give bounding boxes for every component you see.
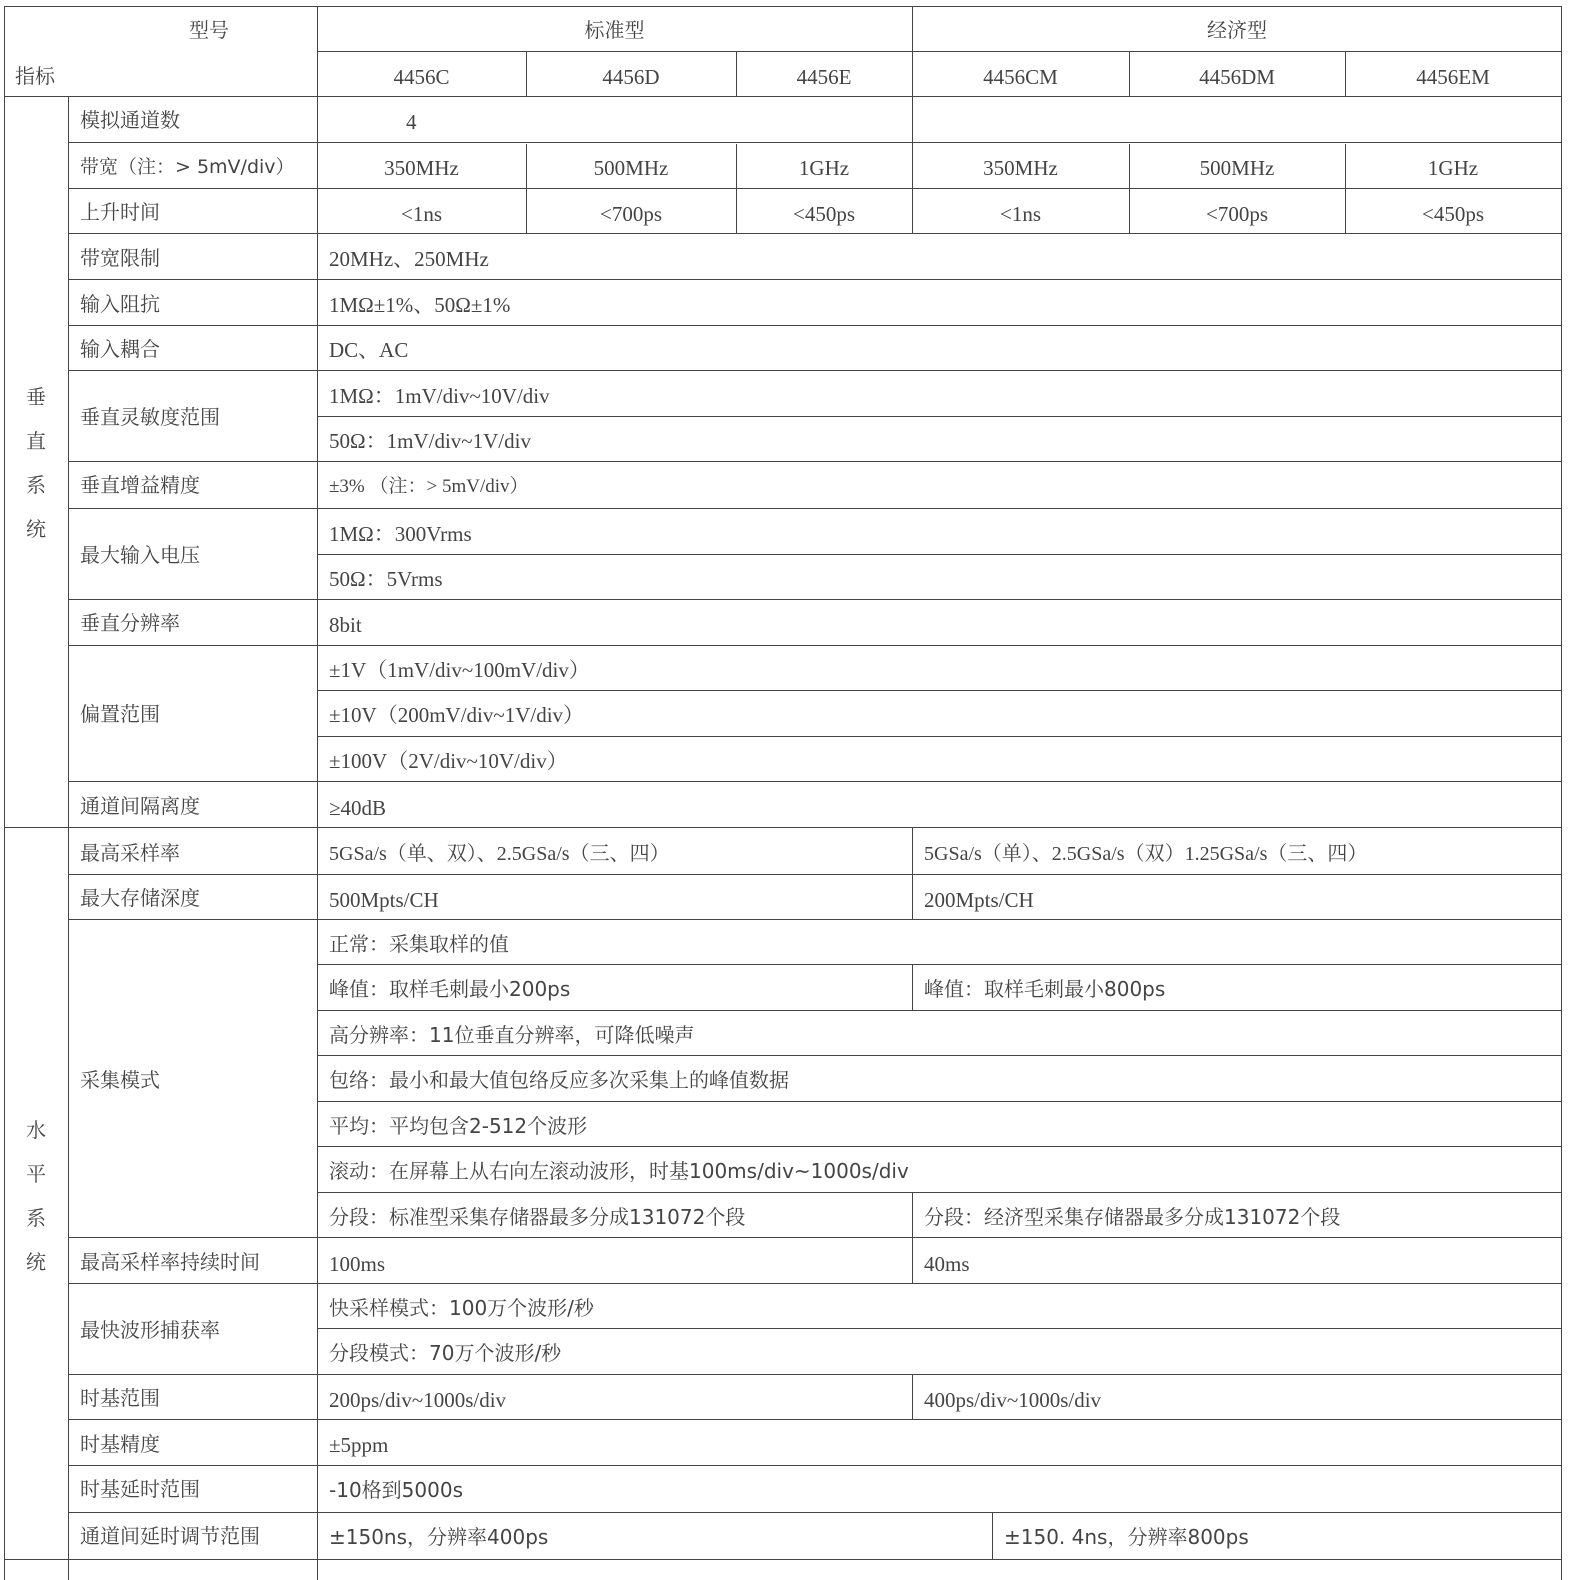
header-model-4456c: 4456C [393,65,450,89]
grid-line [317,1328,1562,1329]
label-analog-channels: 模拟通道数 [80,108,180,132]
value-rise-time-4456d: <700ps [599,202,662,226]
label-bandwidth-limit: 带宽限制 [80,246,160,270]
label-timebase-delay: 时基延时范围 [80,1477,200,1501]
grid-line [317,964,1562,965]
value-bandwidth-4456e: 1GHz [798,156,850,180]
label-offset-range: 偏置范围 [80,702,160,726]
value-acq-envelope: 包络：最小和最大值包络反应多次采集上的峰值数据 [329,1068,789,1092]
header-standard: 标准型 [584,18,645,42]
grid-line [317,736,1562,737]
grid-line [68,1512,1562,1513]
value-acq-peak-standard: 峰值：取样毛刺最小200ps [329,977,571,1001]
value-waveform-capture-segment: 分段模式：70万个波形/秒 [329,1341,562,1365]
header-model-4456cm: 4456CM [983,65,1058,89]
value-timebase-range-economy: 400ps/div~1000s/div [924,1388,1102,1412]
grid-line [912,1374,913,1420]
header-economy: 经济型 [1207,18,1267,42]
label-timebase-range: 时基范围 [80,1386,160,1410]
value-channel-delay-adjust-economy: ±150. 4ns，分辨率800ps [1004,1525,1249,1549]
value-offset-range-3: ±100V（2V/div~10V/div） [329,749,568,773]
label-acquisition-mode: 采集模式 [80,1068,160,1092]
value-timebase-range-standard: 200ps/div~1000s/div [329,1388,507,1412]
grid-line [317,1146,1562,1147]
value-vertical-resolution: 8bit [329,613,362,637]
grid-line [68,279,1562,280]
value-timebase-delay: -10格到5000s [329,1478,463,1502]
table-border-top [4,6,1562,7]
value-offset-range-2: ±10V（200mV/div~1V/div） [329,703,585,727]
grid-line [317,1055,1562,1056]
label-channel-isolation: 通道间隔离度 [80,794,200,818]
label-max-input-voltage: 最大输入电压 [80,543,200,567]
header-model-4456d: 4456D [602,65,660,89]
grid-line [68,781,1562,782]
grid-line [317,690,1562,691]
value-bandwidth-4456dm: 500MHz [1199,156,1275,180]
grid-line [68,1419,1562,1420]
grid-line [68,370,1562,371]
grid-line [992,1512,993,1560]
group-vertical-char: 系 [26,473,46,497]
grid-line [4,1559,1562,1560]
header-model-4456e: 4456E [796,65,852,89]
value-bandwidth-4456cm: 350MHz [983,156,1058,180]
value-channel-delay-adjust-standard: ±150ns，分辨率400ps [329,1525,549,1549]
grid-line [317,554,1562,555]
grid-line [4,827,1562,828]
grid-line [4,96,1562,97]
header-model-4456dm: 4456DM [1199,65,1275,89]
grid-line [68,233,1562,234]
value-analog-channels: 4 [406,110,417,134]
value-max-sample-rate-economy: 5GSa/s（单）、2.5GSa/s（双）1.25GSa/s（三、四） [924,843,1368,865]
label-bandwidth: 带宽（注：> 5mV/div） [80,156,295,178]
label-channel-delay-adjust: 通道间延时调节范围 [80,1524,260,1548]
group-horizontal-char: 系 [26,1206,46,1230]
value-max-input-voltage-1m: 1MΩ：300Vrms [329,522,472,546]
grid-line [317,51,1562,52]
group-horizontal-char: 平 [26,1162,46,1186]
value-rise-time-4456e: <450ps [792,202,855,226]
grid-line [317,1010,1562,1011]
header-model-label: 型号 [189,18,229,42]
grid-line [912,964,913,1010]
header-spec-label: 指标 [15,64,55,88]
value-bandwidth-4456d: 500MHz [593,156,669,180]
group-horizontal-char: 水 [26,1118,46,1142]
value-acq-segment-standard: 分段：标准型采集存储器最多分成131072个段 [329,1205,746,1229]
label-max-sample-rate: 最高采样率 [80,841,180,865]
value-bandwidth-4456c: 350MHz [384,156,459,180]
value-max-rate-duration-economy: 40ms [924,1252,970,1276]
value-acq-peak-economy: 峰值：取样毛刺最小800ps [924,977,1166,1001]
label-input-coupling: 输入耦合 [80,337,160,361]
value-rise-time-4456em: <450ps [1421,202,1484,226]
value-max-input-voltage-50: 50Ω：5Vrms [329,567,443,591]
value-acq-normal: 正常：采集取样的值 [329,932,509,956]
grid-line [317,416,1562,417]
grid-line [68,325,1562,326]
value-rise-time-4456c: <1ns [400,202,442,226]
grid-line [68,645,1562,646]
value-offset-range-1: ±1V（1mV/div~100mV/div） [329,658,590,682]
value-timebase-accuracy: ±5ppm [329,1433,389,1457]
value-input-coupling: DC、AC [329,338,409,362]
value-acq-high-res: 高分辨率：11位垂直分辨率，可降低噪声 [329,1023,695,1047]
value-max-rate-duration-standard: 100ms [329,1252,386,1276]
spec-table [4,6,1562,1580]
value-vertical-sensitivity-1m: 1MΩ：1mV/div~10V/div [329,384,550,408]
value-waveform-capture-fast: 快采样模式：100万个波形/秒 [329,1296,594,1320]
grid-line [68,142,1562,143]
group-vertical-char: 统 [26,517,46,541]
value-max-memory-depth-standard: 500Mpts/CH [329,888,439,912]
grid-line [68,461,1562,462]
grid-line [68,1374,1562,1375]
value-acq-average: 平均：平均包含2-512个波形 [329,1114,588,1138]
group-vertical-system [4,375,68,551]
table-border-right [1561,6,1562,1580]
value-bandwidth-limit: 20MHz、250MHz [329,247,489,271]
group-horizontal-system [4,1108,68,1284]
header-model-4456em: 4456EM [1416,65,1490,89]
value-vertical-gain-accuracy: ±3% （注：> 5mV/div） [329,476,529,497]
group-vertical-char: 垂 [26,385,46,409]
label-vertical-gain-accuracy: 垂直增益精度 [80,473,200,497]
grid-line [68,919,1562,920]
grid-line [912,1192,913,1284]
group-horizontal-char: 统 [26,1250,46,1274]
value-vertical-sensitivity-50: 50Ω：1mV/div~1V/div [329,429,531,453]
value-max-memory-depth-economy: 200Mpts/CH [924,888,1034,912]
grid-line [68,1283,1562,1284]
value-acq-roll: 滚动：在屏幕上从右向左滚动波形，时基100ms/div~1000s/div [329,1159,909,1183]
grid-line [317,1101,1562,1102]
value-max-sample-rate-standard: 5GSa/s（单、双）、2.5GSa/s（三、四） [329,843,670,865]
value-bandwidth-4456em: 1GHz [1427,156,1479,180]
label-max-memory-depth: 最大存储深度 [80,886,200,910]
value-channel-isolation: ≥40dB [329,796,387,820]
group-vertical-char: 直 [26,429,46,453]
grid-line [317,1192,1562,1193]
value-input-impedance: 1MΩ±1%、50Ω±1% [329,293,511,317]
label-max-rate-duration: 最高采样率持续时间 [80,1250,260,1274]
label-timebase-accuracy: 时基精度 [80,1432,160,1456]
label-waveform-capture-rate: 最快波形捕获率 [80,1318,220,1342]
value-acq-segment-economy: 分段：经济型采集存储器最多分成131072个段 [924,1205,1341,1229]
label-vertical-resolution: 垂直分辨率 [80,611,180,635]
value-rise-time-4456dm: <700ps [1205,202,1268,226]
grid-line [68,508,1562,509]
grid-line [317,6,318,1580]
value-rise-time-4456cm: <1ns [999,202,1041,226]
label-vertical-sensitivity: 垂直灵敏度范围 [80,405,220,429]
grid-line [912,827,913,920]
label-input-impedance: 输入阻抗 [80,292,160,316]
label-rise-time: 上升时间 [80,200,160,224]
grid-line [68,96,69,1580]
grid-line [68,1237,1562,1238]
table-border-left [4,6,5,1580]
grid-line [68,1465,1562,1466]
grid-line [68,874,1562,875]
grid-line [68,188,1562,189]
grid-line [68,599,1562,600]
